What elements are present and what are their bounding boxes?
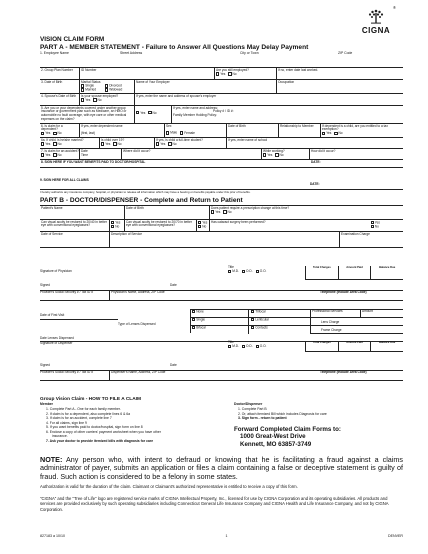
acuity-2070-question: Can visual acuity be restored to 20/70 in better eye with conventional eyeglasses?	[126, 220, 192, 228]
bifocal-checkbox[interactable]	[192, 326, 195, 329]
total-charges-label: Total Charges	[306, 266, 339, 279]
physician-name-label: Physician's Name, Address, ZIP Code	[111, 290, 165, 294]
date-of-service-label: Date of Service	[41, 232, 63, 236]
accident-yes-checkbox[interactable]	[41, 153, 44, 156]
description-of-service-label: Description of Service	[111, 232, 143, 236]
disp-paid-label: Amount Paid	[339, 341, 372, 351]
physician-title-group	[228, 266, 268, 274]
widowed-checkbox[interactable]	[105, 88, 108, 91]
md-checkbox[interactable]	[228, 270, 231, 273]
yes-text: Yes	[160, 141, 166, 146]
amount-label: Amount	[362, 309, 373, 313]
disp-oo-checkbox[interactable]	[256, 345, 259, 348]
policy-id-label: Policy # / ID #:	[213, 109, 234, 114]
doctor-step: 3. Sign form - return to patient	[238, 416, 287, 421]
dob-label: 3. Date of Birth	[41, 80, 63, 84]
frame-charge-label: Frame Charge	[321, 328, 342, 332]
member-instructions	[40, 403, 161, 444]
forward-city: Kennett, MO 63857-3749	[240, 440, 312, 448]
yes-text: Yes	[140, 110, 146, 115]
signed-label: Signed	[40, 283, 50, 287]
none-checkbox[interactable]	[192, 310, 195, 313]
row-spouse	[40, 94, 403, 106]
contacts-checkbox[interactable]	[251, 326, 254, 329]
dependent-name-label: If yes, enter dependent name	[81, 124, 123, 128]
first-last-label: (first, last)	[81, 131, 95, 136]
forward-heading: Forward Completed Claim Forms to:	[234, 426, 341, 433]
contacts-text: Contacts	[255, 325, 268, 330]
single-lens-checkbox[interactable]	[192, 318, 195, 321]
acuity-2070-no-checkbox[interactable]	[198, 225, 201, 228]
no-text: No	[152, 110, 157, 115]
yes-text: Yes	[220, 71, 226, 76]
row-service	[40, 232, 403, 248]
no-text: No	[57, 141, 62, 146]
dispenser-title-label: Title	[228, 340, 234, 344]
spouse-yes-checkbox[interactable]	[81, 98, 84, 101]
date-last-worked-label: If no, enter date last worked.	[278, 68, 319, 72]
disp-date-label: Date	[170, 363, 177, 367]
disp-balance-label: Balance Due	[379, 341, 396, 344]
yes-text: Yes	[326, 131, 332, 136]
yes-text: Yes	[215, 209, 221, 214]
yes-text: Yes	[45, 131, 51, 136]
row-group	[40, 68, 403, 80]
married-text: Married	[85, 88, 96, 93]
od-checkbox[interactable]	[242, 270, 245, 273]
charges-grid	[310, 309, 403, 334]
yes-text: Yes	[267, 152, 273, 157]
dispenser-name-label: Dispenser's Name, Address, ZIP Code	[111, 370, 166, 374]
acuity-2040-question: Can visual acuity be restored to 20/40 in better eye with conventional eyeglasses?	[41, 220, 107, 228]
dependent-yes-checkbox[interactable]	[41, 132, 44, 135]
form-title: VISION CLAIM FORM	[40, 36, 105, 43]
forward-street: 1000 Great-West Drive	[240, 433, 306, 441]
female-checkbox[interactable]	[180, 131, 183, 134]
divorced-text: Divorced	[109, 83, 122, 88]
disp-signed-label: Signed	[40, 363, 50, 367]
member-step: 1. Complete Part A - One for each family member.	[46, 406, 121, 411]
trademark-text: "CIGNA" and the "Tree of Life" logo are registered service marks of CIGNA Intellectual Property, Inc., licensed for use by CIGNA Corporation and its operating subsidiaries. All products and services are provided exclusively by such operating subsidiaries including Connecticut General Life Insurance Company and CIGNA Health and Life Insurance Company, and not by CIGNA Corporation.	[40, 496, 389, 512]
dispenser-signature-label: Signature of Dispenser	[40, 341, 73, 345]
accident-question: 7. Is claim for an accident?	[41, 149, 79, 153]
acuity-2040-yes-checkbox[interactable]	[111, 221, 114, 224]
accident-date-label: Date	[81, 149, 88, 153]
footer-location: DENVER	[388, 534, 403, 538]
coverage-no-checkbox[interactable]	[148, 111, 151, 114]
physician-info-row	[40, 291, 403, 301]
no-text: No	[115, 224, 120, 229]
spouse-dob-label: 4. Spouse's Date of Birth	[41, 94, 77, 98]
member-step: 2. If claim is for a dependent, also complete lines 6 & 6a	[46, 411, 131, 416]
spouse-no-checkbox[interactable]	[93, 98, 96, 101]
male-text: Male	[170, 130, 178, 135]
rx-yes-checkbox[interactable]	[211, 210, 214, 213]
yes-text: Yes	[115, 220, 121, 225]
balance-due-label: Balance Due	[379, 266, 396, 269]
doctor-instructions	[234, 403, 327, 421]
disp-telephone-label: Telephone (Include Area Code)	[320, 370, 367, 374]
release-authorization-text: I hereby authorize any insurance company, hospital, or physician to release all information which may have a bearing on benefits payable under this prior of benefits.	[40, 191, 251, 194]
sign-all-label: 9. SIGN HERE FOR ALL CLAIMS	[40, 178, 89, 182]
still-employed-yes-checkbox[interactable]	[216, 72, 219, 75]
occupation-label: Occupation	[278, 80, 295, 84]
id-number-label: ID Number	[81, 68, 97, 72]
how-to-file-section	[40, 397, 403, 448]
oo-text: O.O.	[259, 344, 267, 349]
lenticular-checkbox[interactable]	[251, 318, 254, 321]
row-sign-all	[40, 179, 403, 190]
dispenser-info-row	[40, 371, 403, 381]
no-text: No	[374, 224, 379, 229]
female-text: Female	[184, 130, 195, 135]
dispensing-block	[40, 309, 403, 357]
lens-charge-label: Lens Charge	[321, 320, 340, 324]
cataract-no-checkbox[interactable]	[371, 225, 374, 228]
student-no-checkbox[interactable]	[168, 142, 171, 145]
tax-yes-checkbox[interactable]	[322, 132, 325, 135]
sign-benefits-label: 8. SIGN HERE IF YOU WANT BENEFITS PAID TO DOCTOR/HOSPITAL	[41, 160, 146, 164]
member-step: 3. If claim is for an accident, complete line 7	[46, 416, 112, 421]
divorced-checkbox[interactable]	[105, 84, 108, 87]
dispenser-totals-box	[305, 341, 403, 352]
over-19-no-checkbox[interactable]	[113, 142, 116, 145]
row-birth	[40, 80, 403, 94]
over-19-yes-checkbox[interactable]	[101, 142, 104, 145]
od-text: O.D.	[246, 344, 253, 349]
lenses-dispensed-label: Date Lenses Dispensed	[40, 336, 74, 340]
telephone-label: Telephone (Include Area Code)	[320, 290, 367, 294]
lens-type-label: Type of Lenses Dispensed	[118, 322, 156, 326]
no-text: No	[172, 141, 177, 146]
physician-signature-label: Signature of Physician	[40, 269, 72, 273]
sex-label: Sex	[166, 124, 172, 128]
disp-od-checkbox[interactable]	[242, 345, 245, 348]
brand-name: CIGNA	[361, 26, 391, 35]
lens-options-grid	[190, 309, 310, 333]
member-step: 5. If you want benefits paid to doctor/hospital, sign form on line 8	[46, 425, 143, 430]
dependent-dob-label: Date of Birth	[228, 124, 246, 128]
street-address-label: Street Address	[120, 51, 143, 55]
acuity-2070-yes-checkbox[interactable]	[198, 221, 201, 224]
member-step: 4. For all claims, sign line 9	[46, 420, 87, 425]
lenticular-text: Lenticular	[255, 317, 270, 322]
doctor-step: 1. Complete Part B	[238, 406, 267, 411]
disp-ssn-label: Provider's Social Security # / Tax ID #	[40, 371, 110, 380]
part-a-grid	[40, 67, 403, 168]
first-visit-label: Date of First Visit	[40, 313, 65, 317]
trifocal-checkbox[interactable]	[251, 310, 254, 313]
male-checkbox[interactable]	[166, 131, 169, 134]
coverage-name-address-label: If yes, enter name and address:	[173, 106, 218, 110]
spouse-employer-label: If yes, enter the name and address of spouse's employer	[136, 94, 217, 98]
dependent-no-checkbox[interactable]	[53, 132, 56, 135]
member-step: 6. Enclose a copy of other carriers' payment worksheet when you have other	[46, 429, 161, 434]
note-body: Any person who, with intent to defraud or knowing that he is facilitating a fraud against a claims administrator of payer, submits an application or files a claim containing a false or deceptive statement is guilty of fraud. Such action is considered to be a felony in some states.	[40, 455, 403, 481]
rx-no-checkbox[interactable]	[223, 210, 226, 213]
other-coverage-question: 5. Are you or your dependents covered under another group insurance or government plan such as Medicare, an HMO or automobile no fault coverage, with eye care or other medical expenses on the claim?	[41, 106, 127, 121]
professional-services-label: Professional Services	[311, 310, 361, 317]
row-dependent	[40, 124, 403, 138]
row-child	[40, 138, 403, 149]
student-yes-checkbox[interactable]	[156, 142, 159, 145]
no-text: No	[227, 209, 232, 214]
md-text: M.D.	[232, 269, 239, 274]
forward-address	[234, 426, 341, 448]
disp-total-label: Total Charges	[306, 341, 339, 351]
while-working-label: While working?	[263, 149, 285, 153]
yes-text: Yes	[202, 220, 208, 225]
amount-paid-label: Amount Paid	[339, 266, 372, 279]
examination-charge-label: Examination Charge	[341, 232, 370, 236]
patient-name-label: Patient's Name	[41, 206, 63, 210]
city-label: City or Town	[240, 51, 259, 55]
bifocal-text: Bifocal	[196, 325, 206, 330]
disp-md-checkbox[interactable]	[228, 345, 231, 348]
accident-where-label: Where did it occur?	[123, 149, 151, 153]
tax-exemption-label: If dependent is a child, are you entitled to a tax exemption?	[322, 124, 388, 132]
address-header-row	[40, 52, 403, 56]
none-text: None	[196, 309, 204, 314]
no-text: No	[202, 224, 207, 229]
authorization-text: Authorization is valid for the duration of the claim. Claimant or Claimant's authorized representative is entitled to receive a copy of this form.	[40, 484, 298, 489]
zip-label: ZIP Code	[338, 51, 353, 55]
tax-no-checkbox[interactable]	[334, 132, 337, 135]
tree-of-life-icon	[367, 8, 385, 25]
single-text: Single	[85, 83, 95, 88]
no-text: No	[57, 131, 62, 136]
employer-name-label: Name of Your Employer	[136, 80, 170, 84]
physician-totals-box	[305, 266, 403, 280]
yes-text: Yes	[45, 152, 51, 157]
child-married-no-checkbox[interactable]	[53, 142, 56, 145]
member-step: 7. Ask your doctor to provide itemized bills with diagnosis for care	[46, 439, 154, 444]
registered-mark: ®	[393, 5, 396, 10]
how-occur-label: How did it occur?	[311, 149, 336, 153]
row-sign-doctor	[40, 160, 403, 168]
oo-checkbox[interactable]	[256, 270, 259, 273]
accident-no-checkbox[interactable]	[53, 153, 56, 156]
child-over-19-label: Is child over 19?	[101, 138, 125, 142]
oo-text: O.O.	[259, 269, 267, 274]
member-step: insurance.	[52, 434, 68, 439]
child-married-question: 6a. If child, is he/she married?	[41, 138, 84, 142]
no-text: No	[97, 97, 102, 102]
row-other-coverage	[40, 106, 403, 124]
provider-ssn-label: Provider's Social Security # / Tax ID #	[40, 291, 110, 300]
cigna-logo	[352, 5, 400, 35]
family-member-policy-label: Family Member Holding Policy:	[173, 112, 217, 117]
member-heading: Member	[40, 402, 54, 406]
child-married-yes-checkbox[interactable]	[41, 142, 44, 145]
doctor-heading: Doctor/Dispenser	[234, 402, 263, 406]
marital-status-label: Marital Status	[81, 80, 101, 84]
no-text: No	[279, 152, 284, 157]
full-time-student-label: If yes, is child a full-time student?	[156, 138, 203, 142]
no-text: No	[232, 71, 237, 76]
acuity-2040-no-checkbox[interactable]	[111, 225, 114, 228]
working-yes-checkbox[interactable]	[263, 153, 266, 156]
part-b-title: PART B - DOCTOR/DISPENSER - Complete and Return to Patient	[40, 197, 243, 204]
date-label: Date	[170, 283, 177, 287]
employee-name-label: 1. Employee Name	[40, 51, 69, 55]
no-text: No	[57, 152, 62, 157]
trifocal-text: Trifocal	[255, 309, 266, 314]
coverage-yes-checkbox[interactable]	[136, 111, 139, 114]
patient-dob-label: Date of Birth	[126, 206, 144, 210]
sign-all-date-label: DATE:	[310, 182, 320, 186]
working-no-checkbox[interactable]	[275, 153, 278, 156]
school-name-label: If yes, enter name of school	[228, 138, 268, 142]
cataract-surgery-label: Has cataract surgery been performed?	[211, 220, 266, 224]
group-plan-label: 2. Group Plan Number	[41, 68, 73, 72]
yes-text: Yes	[45, 141, 51, 146]
sign-benefits-date-label: DATE:	[311, 160, 321, 164]
dependent-question: 6. Is claim for a dependent?	[41, 124, 63, 132]
md-text: M.D.	[232, 344, 239, 349]
cataract-yes-checkbox[interactable]	[371, 221, 374, 224]
widowed-text: Widowed	[109, 88, 123, 93]
accident-time-label: Time	[81, 153, 88, 158]
relationship-label: Relationship to Member	[280, 124, 314, 128]
page-footer	[40, 534, 403, 538]
dispenser-title-group	[228, 341, 268, 349]
row-accident	[40, 149, 403, 160]
title-label: Title	[228, 265, 234, 269]
how-to-title: Group Vision Claim - HOW TO FILE A CLAIM	[40, 397, 142, 402]
single-checkbox[interactable]	[81, 84, 84, 87]
no-text: No	[117, 141, 122, 146]
yes-text: Yes	[105, 141, 111, 146]
still-employed-label: Are you still employed?	[216, 68, 249, 72]
note-label: NOTE:	[40, 455, 63, 464]
part-b-grid	[40, 205, 403, 248]
no-text: No	[338, 131, 343, 136]
row-acuity	[40, 220, 403, 232]
od-text: O.D.	[246, 269, 253, 274]
page-number: 1	[225, 534, 228, 538]
married-checkbox[interactable]	[81, 88, 84, 91]
doctor-step: 2. Or, attach itemized Bill which includes Diagnosis for care	[238, 411, 327, 416]
single-lens-text: Single	[196, 317, 206, 322]
still-employed-no-checkbox[interactable]	[228, 72, 231, 75]
fraud-note	[40, 456, 403, 481]
yes-text: Yes	[85, 97, 91, 102]
part-a-title: PART A - MEMBER STATEMENT - Failure to Answer All Questions May Delay Payment	[40, 44, 309, 51]
yes-text: Yes	[374, 220, 380, 225]
form-code: 827183 a 10/10	[40, 534, 65, 538]
row-patient	[40, 206, 403, 220]
prescription-change-label: Does patient require a prescription change at this time?	[211, 206, 290, 210]
spouse-employed-label: Is your spouse employed?	[81, 94, 119, 98]
